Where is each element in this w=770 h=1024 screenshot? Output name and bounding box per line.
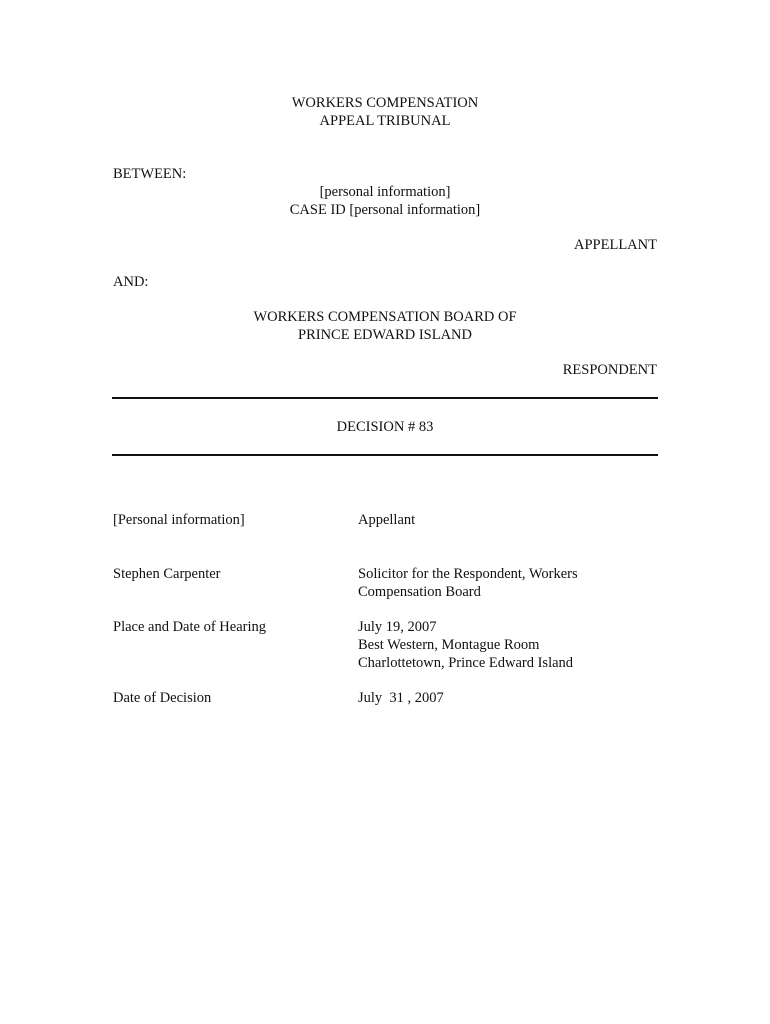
respondent-name-line1: WORKERS COMPENSATION BOARD OF: [253, 309, 517, 325]
detail-label-appellant: [Personal information]: [113, 512, 245, 528]
decision-title: DECISION # 83: [336, 419, 434, 435]
bottom-divider: [112, 454, 658, 456]
detail-value-solicitor-line2: Compensation Board: [358, 584, 481, 600]
detail-value-decision-date: July 31 , 2007: [358, 690, 444, 706]
appellant-name: [personal information]: [319, 184, 451, 200]
respondent-name-line2: PRINCE EDWARD ISLAND: [298, 327, 472, 343]
top-divider: [112, 397, 658, 399]
detail-value-hearing-venue: Best Western, Montague Room: [358, 637, 540, 653]
detail-label-hearing: Place and Date of Hearing: [113, 619, 266, 635]
detail-value-hearing-city: Charlottetown, Prince Edward Island: [358, 655, 574, 671]
detail-value-appellant: Appellant: [358, 512, 416, 528]
appellant-role: APPELLANT: [574, 237, 657, 253]
between-label: BETWEEN:: [113, 166, 187, 182]
detail-value-solicitor-line1: Solicitor for the Respondent, Workers: [358, 566, 578, 582]
and-label: AND:: [113, 274, 149, 290]
detail-label-solicitor: Stephen Carpenter: [113, 566, 221, 582]
appellant-case-id: CASE ID [personal information]: [289, 202, 481, 218]
tribunal-title-line2: APPEAL TRIBUNAL: [319, 113, 451, 129]
detail-value-hearing-date: July 19, 2007: [358, 619, 437, 635]
tribunal-title-line1: WORKERS COMPENSATION: [291, 95, 479, 111]
respondent-role: RESPONDENT: [562, 362, 657, 378]
detail-label-decision-date: Date of Decision: [113, 690, 212, 706]
